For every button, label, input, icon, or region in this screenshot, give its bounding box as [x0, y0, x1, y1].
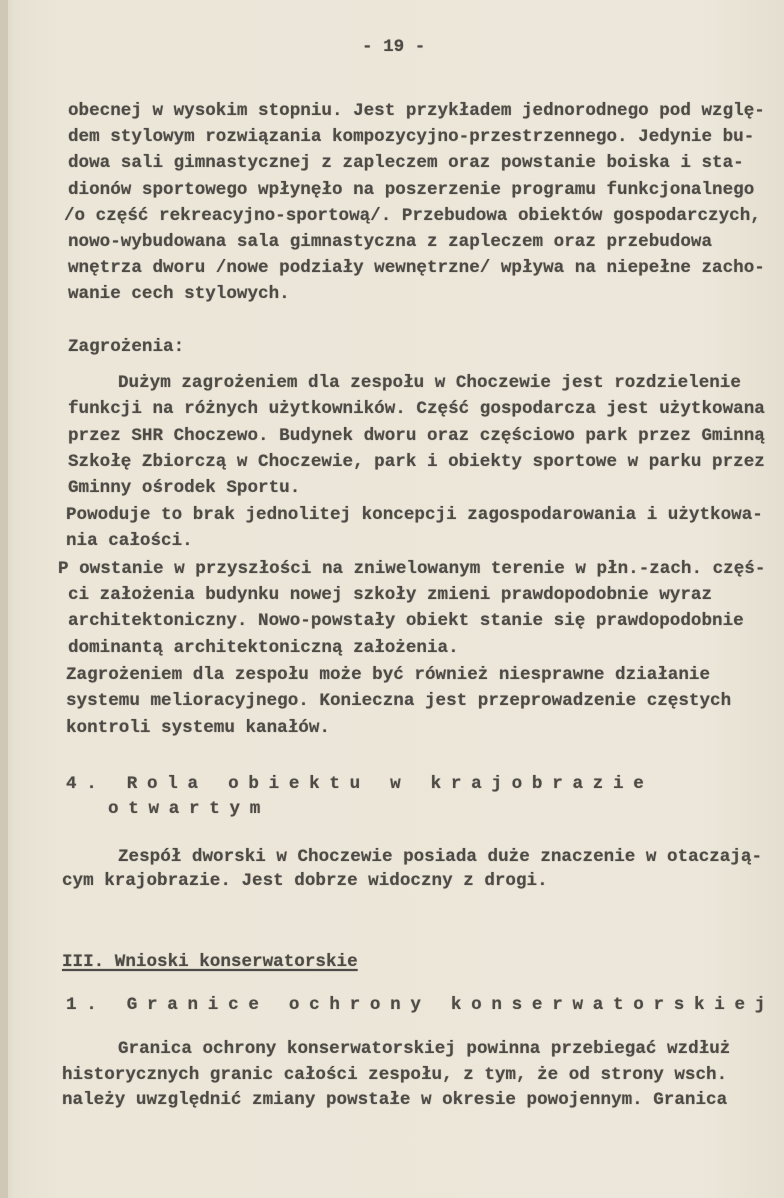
text-line: Granica ochrony konserwatorskiej powinna przebiegać wzdłuż — [118, 1039, 731, 1059]
text-line: cym krajobrazie. Jest dobrze widoczny z drogi. — [62, 871, 548, 891]
text-line: należy uwzględnić zmiany powstałe w okresie powojennym. Granica — [62, 1090, 728, 1110]
section-4-heading: 4. Rola obiektu w krajobrazie — [66, 774, 654, 794]
text-line: historycznych granic całości zespołu, z tym, że od strony wsch. — [62, 1065, 728, 1085]
text-line: przez SHR Choczewo. Budynek dworu oraz częściowo park przez Gminną — [68, 426, 765, 446]
threats-heading: Zagrożenia: — [68, 337, 185, 357]
text-line: wnętrza dworu /nowe podziały wewnętrzne/ wpływa na niepełne zacho- — [68, 258, 765, 278]
text-line: kontroli systemu kanałów. — [66, 718, 330, 738]
text-line: Zagrożeniem dla zespołu może być również niesprawne działanie — [66, 665, 711, 685]
text-line: /o część rekreacyjno-sportową/. Przebudowa obiektów gospodarczych, — [64, 206, 761, 226]
section-3-heading: III. Wnioski konserwatorskie — [62, 952, 358, 972]
text-line: ci założenia budynku nowej szkoły zmieni prawdopodobnie wyraz — [68, 585, 713, 605]
text-line: Zespół dworski w Choczewie posiada duże znaczenie w otaczają- — [118, 847, 763, 867]
text-line: Szkołę Zbiorczą w Choczewie, park i obiekty sportowe w parku przez — [68, 452, 765, 472]
text-line: architektoniczny. Nowo-powstały obiekt stanie się prawdopodobnie — [68, 611, 744, 631]
page-number: - 19 - — [362, 37, 426, 57]
text-line: nia całości. — [66, 531, 193, 551]
text-line: Gminny ośrodek Sportu. — [68, 478, 301, 498]
text-line: wanie cech stylowych. — [68, 284, 290, 304]
text-line: systemu melioracyjnego. Konieczna jest przeprowadzenie częstych — [66, 691, 732, 711]
text-line: dem stylowym rozwiązania kompozycyjno-przestrzennego. Jedynie bu- — [68, 127, 755, 147]
text-line: nowo-wybudowana sala gimnastyczna z zapleczem oraz przebudowa — [68, 232, 713, 252]
page-edge — [0, 0, 8, 1198]
text-line: Dużym zagrożeniem dla zespołu w Choczewie jest rozdzielenie — [118, 373, 741, 393]
text-line: P owstanie w przyszłości na zniwelowanym terenie w płn.-zach. częś- — [58, 559, 766, 579]
text-line: funkcji na różnych użytkowników. Część gospodarcza jest użytkowana — [68, 399, 765, 419]
text-line: dowa sali gimnastycznej z zapleczem oraz powstanie boiska i sta- — [68, 153, 744, 173]
subsection-1-heading: 1. Granice ochrony konserwatorskiej — [66, 995, 776, 1015]
text-line: Powoduje to brak jednolitej koncepcji zagospodarowania i użytkowa- — [66, 505, 763, 525]
text-line: dionów sportowego wpłynęło na poszerzenie programu funkcjonalnego — [68, 180, 755, 200]
section-4-heading-cont: otwartym — [108, 799, 271, 819]
text-line: dominantą architektoniczną założenia. — [68, 638, 459, 658]
text-line: obecnej w wysokim stopniu. Jest przykładem jednorodnego pod wzglę- — [68, 101, 765, 121]
